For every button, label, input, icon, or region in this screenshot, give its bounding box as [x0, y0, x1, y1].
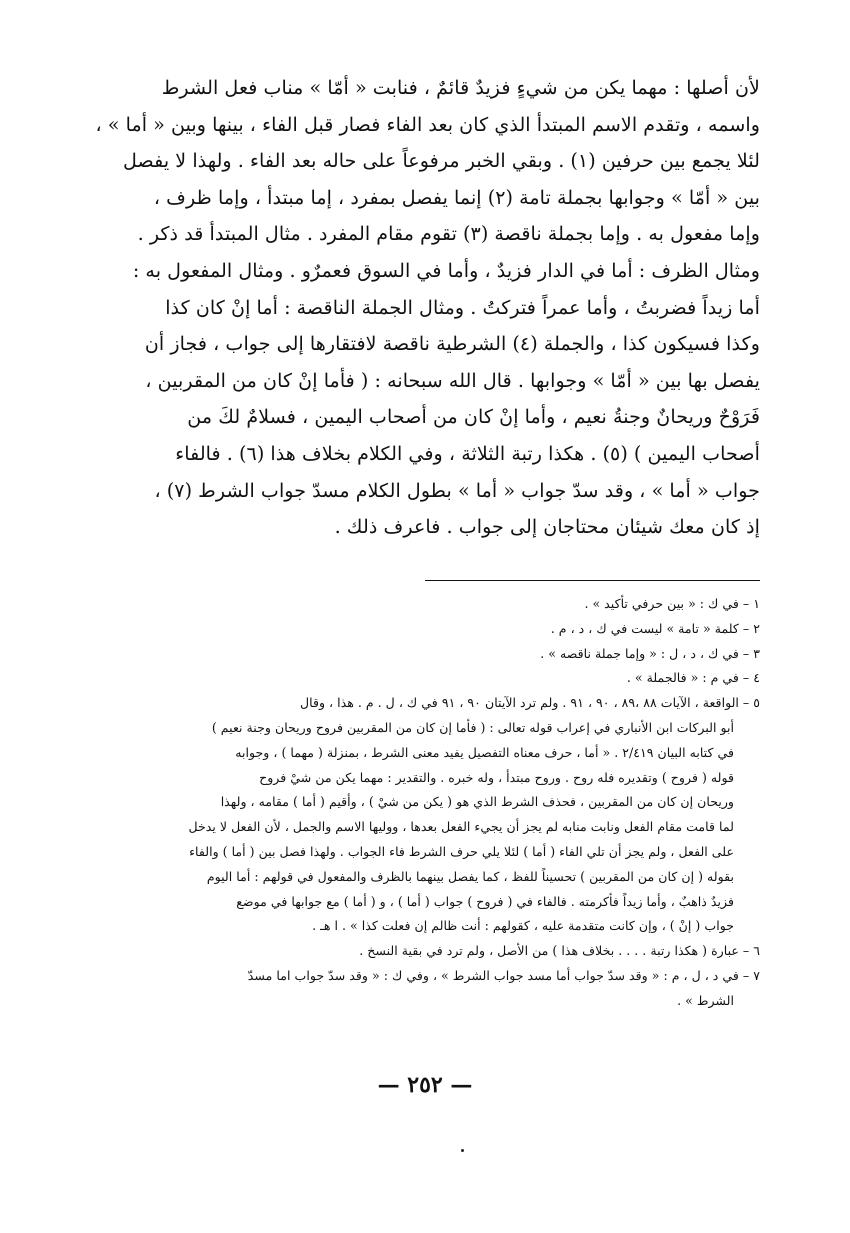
footnote-separator	[425, 580, 760, 581]
text-line: وإما مفعول به . وإما بجملة ناقصة (٣) تقوم مقام المفرد . مثال المبتدأ قد ذكر .	[137, 222, 760, 246]
text-line: جواب « أما » ، وقد سدّ جواب « أما » بطول الكلام مسدّ جواب الشرط (٧) ،	[154, 478, 760, 502]
footnote: ١ – في ك : « بين حرفي تأكيد » .	[584, 596, 760, 611]
text-line: بين « أمّا » وجوابها بجملة تامة (٢) إنما يفصل بمفرد ، إما مبتدأ ، وإما ظرف ،	[153, 185, 760, 209]
footnote-continuation: على الفعل ، ولم يجز أن تلي الفاء ( أما ) لئلا يلي حرف الشرط فاء الجواب . ولهذا فصل بين ( أما ) والفاء	[189, 843, 734, 859]
text-line: يفصل بها بين « أمّا » وجوابها . قال الله سبحانه : ( فأما إنْ كان من المقربين ،	[145, 368, 760, 392]
text-line: إذ كان معك شيئان محتاجان إلى جواب . فاعرف ذلك .	[334, 515, 760, 539]
footnote: ٣ – في ك ، د ، ل : « وإما جملة ناقصه » .	[540, 645, 760, 661]
footnote: ٥ – الواقعة ، الآيات ٨٨ ،٨٩ ، ٩٠ ، ٩١ . ولم ترد الآيتان ٩٠ ، ٩١ في ك ، ل . م . هذا ، وقال	[299, 695, 760, 711]
footnote-continuation: قوله ( فروح ) وتقديره فله روح . وروح مبتدأ ، وله خبره . والتقدير : مهما يكن من شيْ فروح	[259, 769, 734, 785]
footnote-continuation: بقوله ( إن كان من المقربين ) تحسيناً للفظ ، كما يفصل بينهما بالظرف والمفعول في قولهم : أما اليوم	[206, 868, 734, 884]
page-number: — ٢٥٢ —	[377, 1072, 473, 1098]
text-line: ومثال الظرف : أما في الدار فزيدٌ ، وأما في السوق فعمرٌو . ومثال المفعول به :	[132, 258, 760, 282]
footnotes	[90, 592, 760, 1014]
footnote: ٦ – عبارة ( هكذا رتبة . . . . بخلاف هذا ) من الأصل ، ولم ترد في بقية النسخ .	[359, 943, 760, 959]
footnote-continuation: أبو البركات ابن الأنباري في إعراب قوله تعالى : ( فأما إن كان من المقربين فروح وريحان وجنة نعيم )	[211, 719, 734, 735]
text-line: وكذا فسيكون كذا ، والجملة (٤) الشرطية ناقصة لافتقارها إلى جواب ، فجاز أن	[144, 332, 760, 356]
footnote-continuation: الشرط » .	[677, 992, 734, 1008]
text-line: لئلا يجمع بين حرفين (١) . وبقي الخبر مرفوعاً على حاله بعد الفاء . ولهذا لا يفصل	[122, 149, 760, 173]
footnote-continuation: فزيدٌ ذاهبٌ ، وأما زيداً فأكرمته . فالفاء في ( فروح ) جواب ( أما ) ، و ( أما ) مع جوابها في موضع	[236, 893, 734, 909]
footnote-continuation: لما قامت مقام الفعل ونابت منابه لم يجز أن يجيء الفعل بعدها ، ووليها الاسم والجمل ، لأن الفعل لا يدخل	[188, 819, 734, 835]
book-page	[90, 70, 760, 1210]
text-line: لأن أصلها : مهما يكن من شيءٍ فزيدٌ قائمٌ ، فنابت « أمّا » مناب فعل الشرط	[161, 76, 760, 99]
footnote: ٤ – في م : « فالجملة » .	[626, 670, 760, 686]
footnote-continuation: في كتابه البيان ٢/٤١٩ . « أما ، حرف معناه التفصيل يفيد معنى الشرط ، بمنزلة ( مهما ) ، وجوابه	[235, 744, 734, 760]
footnote: ٧ – في د ، ل ، م : « وقد سدّ جواب أما مسد جواب الشرط » ، وفي ك : « وقد سدّ جواب اما مسدّ	[247, 967, 760, 983]
footnote-continuation: وريحان إن كان من المقربين ، فحذف الشرط الذي هو ( يكن من شيْ ) ، وأقيم ( أما ) مقامه ، ولهذا	[220, 794, 734, 810]
main-text	[90, 70, 760, 546]
text-line: أصحاب اليمين ) (٥) . هكذا رتبة الثلاثة ، وفي الكلام بخلاف هذا (٦) . فالفاء	[175, 441, 760, 465]
text-line: أما زيداً فضربتُ ، وأما عمراً فتركتُ . ومثال الجملة الناقصة : أما إنْ كان كذا	[165, 295, 760, 319]
text-line: فَرَوْحٌ وريحانٌ وجنةُ نعيم ، وأما إنْ كان من أصحاب اليمين ، فسلامٌ لكَ من	[187, 405, 760, 429]
text-line: واسمه ، وتقدم الاسم المبتدأ الذي كان بعد الفاء فصار قبل الفاء ، بينها وبين « أما » ،	[95, 112, 760, 136]
stray-dot	[461, 1149, 464, 1152]
footnote-continuation: جواب ( إنْ ) ، وإن كانت متقدمة عليه ، كقولهم : أنت ظالم إن فعلت كذا » . ا هـ .	[312, 918, 734, 934]
footnote: ٢ – كلمة « تامة » ليست في ك ، د ، م .	[550, 620, 760, 636]
